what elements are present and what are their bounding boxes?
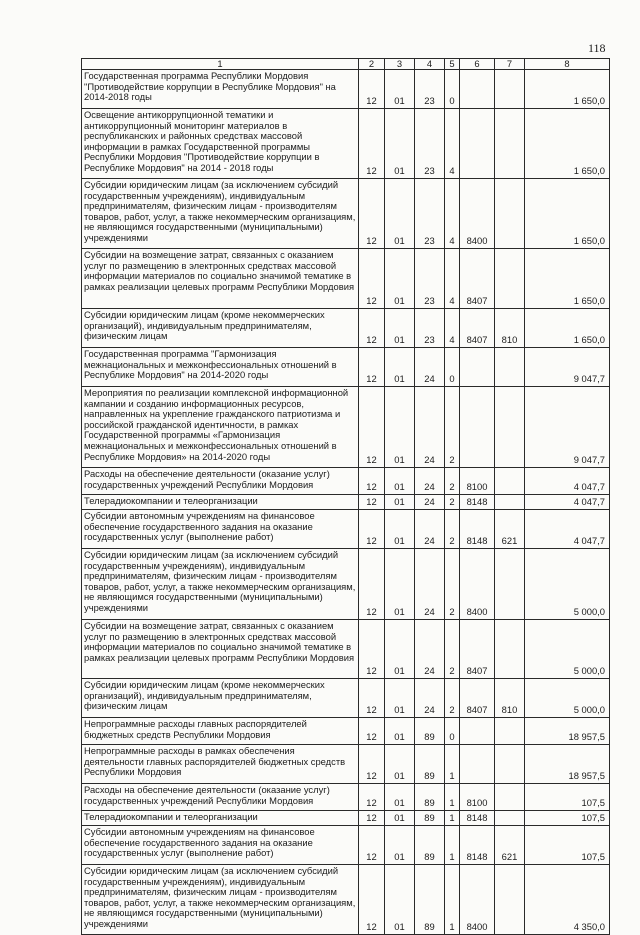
table-header-row (82, 59, 610, 70)
row-description: Государственная программа "Гармонизация межнациональных и межконфессиональных отношений в Республике Мордовия" на 2014-2020 годы (82, 348, 359, 387)
code-subprogram: 1 (445, 784, 460, 811)
column-header: 2 (359, 59, 385, 70)
code-program: 24 (415, 620, 445, 679)
code-subprogram: 4 (445, 309, 460, 348)
row-description: Государственная программа Республики Мордовия "Противодействие коррупции в Республике Мордовия" на 2014-2018 годы (82, 70, 359, 109)
code-subprogram: 2 (445, 468, 460, 495)
code-program: 23 (415, 249, 445, 309)
column-header: 5 (445, 59, 460, 70)
table-row (82, 70, 610, 109)
code-section: 01 (385, 510, 415, 549)
code-section: 01 (385, 70, 415, 109)
code-article: 8407 (460, 620, 495, 679)
code-ministry: 12 (359, 718, 385, 745)
table-row (82, 309, 610, 348)
code-expense-type (495, 495, 525, 510)
table-row (82, 179, 610, 249)
code-section: 01 (385, 679, 415, 718)
code-section: 01 (385, 495, 415, 510)
page-number: 118 (588, 41, 606, 55)
code-article: 8148 (460, 495, 495, 510)
code-subprogram: 1 (445, 826, 460, 865)
code-subprogram: 4 (445, 179, 460, 249)
column-header: 1 (82, 59, 359, 70)
code-section: 01 (385, 179, 415, 249)
code-article (460, 718, 495, 745)
code-subprogram: 2 (445, 495, 460, 510)
code-subprogram: 2 (445, 620, 460, 679)
table-row (82, 510, 610, 549)
code-subprogram: 1 (445, 745, 460, 784)
code-expense-type: 621 (495, 510, 525, 549)
code-article: 8148 (460, 510, 495, 549)
code-subprogram: 4 (445, 249, 460, 309)
code-ministry: 12 (359, 679, 385, 718)
code-section: 01 (385, 784, 415, 811)
amount: 1 650,0 (525, 309, 610, 348)
amount: 18 957,5 (525, 718, 610, 745)
code-program: 89 (415, 784, 445, 811)
code-subprogram: 0 (445, 718, 460, 745)
code-article (460, 109, 495, 179)
code-expense-type: 810 (495, 309, 525, 348)
code-article: 8407 (460, 309, 495, 348)
row-description: Непрограммные расходы в рамках обеспечения деятельности главных распорядителей бюджетных средств Республики Мордовия (82, 745, 359, 784)
code-program: 89 (415, 826, 445, 865)
code-program: 24 (415, 495, 445, 510)
code-ministry: 12 (359, 865, 385, 935)
code-ministry: 12 (359, 745, 385, 784)
amount: 1 650,0 (525, 249, 610, 309)
code-program: 24 (415, 348, 445, 387)
column-header: 8 (525, 59, 610, 70)
row-description: Телерадиокомпании и телеорганизации (82, 495, 359, 510)
code-section: 01 (385, 620, 415, 679)
code-program: 24 (415, 510, 445, 549)
code-expense-type: 810 (495, 679, 525, 718)
table-row (82, 468, 610, 495)
column-header: 3 (385, 59, 415, 70)
code-expense-type (495, 348, 525, 387)
table-row (82, 348, 610, 387)
amount: 5 000,0 (525, 679, 610, 718)
code-section: 01 (385, 718, 415, 745)
code-expense-type (495, 387, 525, 468)
table-row (82, 495, 610, 510)
code-expense-type (495, 70, 525, 109)
amount: 1 650,0 (525, 179, 610, 249)
code-article (460, 348, 495, 387)
code-expense-type (495, 745, 525, 784)
code-expense-type (495, 468, 525, 495)
table-row (82, 679, 610, 718)
table-row (82, 865, 610, 935)
code-program: 89 (415, 811, 445, 826)
code-section: 01 (385, 348, 415, 387)
code-subprogram: 0 (445, 348, 460, 387)
code-expense-type (495, 865, 525, 935)
code-ministry: 12 (359, 179, 385, 249)
code-program: 23 (415, 109, 445, 179)
code-article: 8407 (460, 249, 495, 309)
amount: 4 047,7 (525, 495, 610, 510)
row-description: Субсидии юридическим лицам (кроме некоммерческих организаций), индивидуальным предпринимателям, физическим лицам (82, 309, 359, 348)
code-program: 23 (415, 309, 445, 348)
code-ministry: 12 (359, 348, 385, 387)
row-description: Субсидии юридическим лицам (за исключением субсидий государственным учреждениям), индивидуальным предпринимателям, физическим лицам - производителям товаров, работ, услуг, а также некоммерческим организациям, не являющимся государственными (муниципальными) учреждениями (82, 865, 359, 935)
code-subprogram: 4 (445, 109, 460, 179)
code-program: 89 (415, 718, 445, 745)
code-section: 01 (385, 468, 415, 495)
code-article: 8400 (460, 549, 495, 620)
code-subprogram: 2 (445, 549, 460, 620)
code-expense-type (495, 109, 525, 179)
row-description: Расходы на обеспечение деятельности (оказание услуг) государственных учреждений Республики Мордовия (82, 784, 359, 811)
table-row (82, 718, 610, 745)
row-description: Субсидии юридическим лицам (за исключением субсидий государственным учреждениям), индивидуальным предпринимателям, физическим лицам - производителям товаров, работ, услуг, а также некоммерческим организациям, не являющимся государственными (муниципальными) учреждениями (82, 549, 359, 620)
row-description: Субсидии юридическим лицам (кроме некоммерческих организаций), индивидуальным предпринимателям, физическим лицам (82, 679, 359, 718)
row-description: Субсидии автономным учреждениям на финансовое обеспечение государственного задания на оказание государственных услуг (выполнение работ) (82, 826, 359, 865)
code-expense-type (495, 620, 525, 679)
code-program: 23 (415, 179, 445, 249)
code-article: 8100 (460, 468, 495, 495)
amount: 4 047,7 (525, 510, 610, 549)
code-program: 23 (415, 70, 445, 109)
code-article (460, 387, 495, 468)
code-ministry: 12 (359, 387, 385, 468)
row-description: Субсидии юридическим лицам (за исключением субсидий государственным учреждениям), индивидуальным предпринимателям, физическим лицам - производителям товаров, работ, услуг, а также некоммерческим организациям, не являющимся государственными (муниципальными) учреждениями (82, 179, 359, 249)
code-expense-type (495, 811, 525, 826)
column-header: 7 (495, 59, 525, 70)
code-ministry: 12 (359, 249, 385, 309)
amount: 107,5 (525, 811, 610, 826)
code-subprogram: 1 (445, 811, 460, 826)
amount: 18 957,5 (525, 745, 610, 784)
code-ministry: 12 (359, 495, 385, 510)
amount: 107,5 (525, 784, 610, 811)
row-description: Субсидии на возмещение затрат, связанных с оказанием услуг по размещению в электронных средствах массовой информации материалов по социально значимой тематике в рамках реализации целевых программ Республики Мордовия (82, 620, 359, 679)
amount: 1 650,0 (525, 70, 610, 109)
amount: 5 000,0 (525, 549, 610, 620)
code-article: 8400 (460, 179, 495, 249)
code-subprogram: 2 (445, 679, 460, 718)
code-program: 89 (415, 865, 445, 935)
code-ministry: 12 (359, 620, 385, 679)
code-ministry: 12 (359, 811, 385, 826)
table-row (82, 109, 610, 179)
table-row (82, 549, 610, 620)
budget-table (81, 58, 610, 935)
code-ministry: 12 (359, 826, 385, 865)
code-ministry: 12 (359, 549, 385, 620)
amount: 5 000,0 (525, 620, 610, 679)
code-ministry: 12 (359, 510, 385, 549)
code-article: 8148 (460, 826, 495, 865)
code-section: 01 (385, 745, 415, 784)
code-ministry: 12 (359, 468, 385, 495)
code-section: 01 (385, 826, 415, 865)
code-expense-type (495, 249, 525, 309)
table-row (82, 784, 610, 811)
code-ministry: 12 (359, 784, 385, 811)
table-row (82, 249, 610, 309)
code-section: 01 (385, 865, 415, 935)
code-subprogram: 0 (445, 70, 460, 109)
row-description: Мероприятия по реализации комплексной информационной кампании и созданию информационных ресурсов, направленных на укрепление гражданского патриотизма и российской гражданской идентичности, в рамках Государственной программы «Гармонизация межнациональных и межконфессиональных отношений в Республике Мордовия» на 2014-2020 годы (82, 387, 359, 468)
row-description: Расходы на обеспечение деятельности (оказание услуг) государственных учреждений Республики Мордовия (82, 468, 359, 495)
code-ministry: 12 (359, 70, 385, 109)
amount: 9 047,7 (525, 387, 610, 468)
code-ministry: 12 (359, 109, 385, 179)
amount: 107,5 (525, 826, 610, 865)
code-expense-type (495, 718, 525, 745)
amount: 1 650,0 (525, 109, 610, 179)
code-program: 24 (415, 468, 445, 495)
code-article: 8148 (460, 811, 495, 826)
table-row (82, 826, 610, 865)
code-section: 01 (385, 249, 415, 309)
code-program: 89 (415, 745, 445, 784)
code-ministry: 12 (359, 309, 385, 348)
code-section: 01 (385, 387, 415, 468)
code-expense-type: 621 (495, 826, 525, 865)
code-article: 8407 (460, 679, 495, 718)
code-section: 01 (385, 309, 415, 348)
code-expense-type (495, 549, 525, 620)
code-article: 8100 (460, 784, 495, 811)
table-row (82, 387, 610, 468)
code-article (460, 70, 495, 109)
code-expense-type (495, 179, 525, 249)
code-subprogram: 2 (445, 510, 460, 549)
table-row (82, 745, 610, 784)
row-description: Субсидии автономным учреждениям на финансовое обеспечение государственного задания на оказание государственных услуг (выполнение работ) (82, 510, 359, 549)
table-row (82, 811, 610, 826)
amount: 4 047,7 (525, 468, 610, 495)
code-expense-type (495, 784, 525, 811)
row-description: Освещение антикоррупционной тематики и антикоррупционный мониторинг материалов в республиканских и районных средствах массовой информации в рамках Государственной программы Республики Мордовия "Противодействие коррупции в Республике Мордовия" на 2014 - 2018 годы (82, 109, 359, 179)
code-program: 24 (415, 549, 445, 620)
row-description: Телерадиокомпании и телеорганизации (82, 811, 359, 826)
column-header: 6 (460, 59, 495, 70)
row-description: Субсидии на возмещение затрат, связанных с оказанием услуг по размещению в электронных средствах массовой информации материалов по социально значимой тематике в рамках реализации целевых программ Республики Мордовия (82, 249, 359, 309)
table-row (82, 620, 610, 679)
code-subprogram: 1 (445, 865, 460, 935)
column-header: 4 (415, 59, 445, 70)
code-section: 01 (385, 811, 415, 826)
code-program: 24 (415, 679, 445, 718)
code-article: 8400 (460, 865, 495, 935)
code-program: 24 (415, 387, 445, 468)
code-section: 01 (385, 549, 415, 620)
code-article (460, 745, 495, 784)
amount: 4 350,0 (525, 865, 610, 935)
amount: 9 047,7 (525, 348, 610, 387)
code-subprogram: 2 (445, 387, 460, 468)
row-description: Непрограммные расходы главных распорядителей бюджетных средств Республики Мордовия (82, 718, 359, 745)
code-section: 01 (385, 109, 415, 179)
